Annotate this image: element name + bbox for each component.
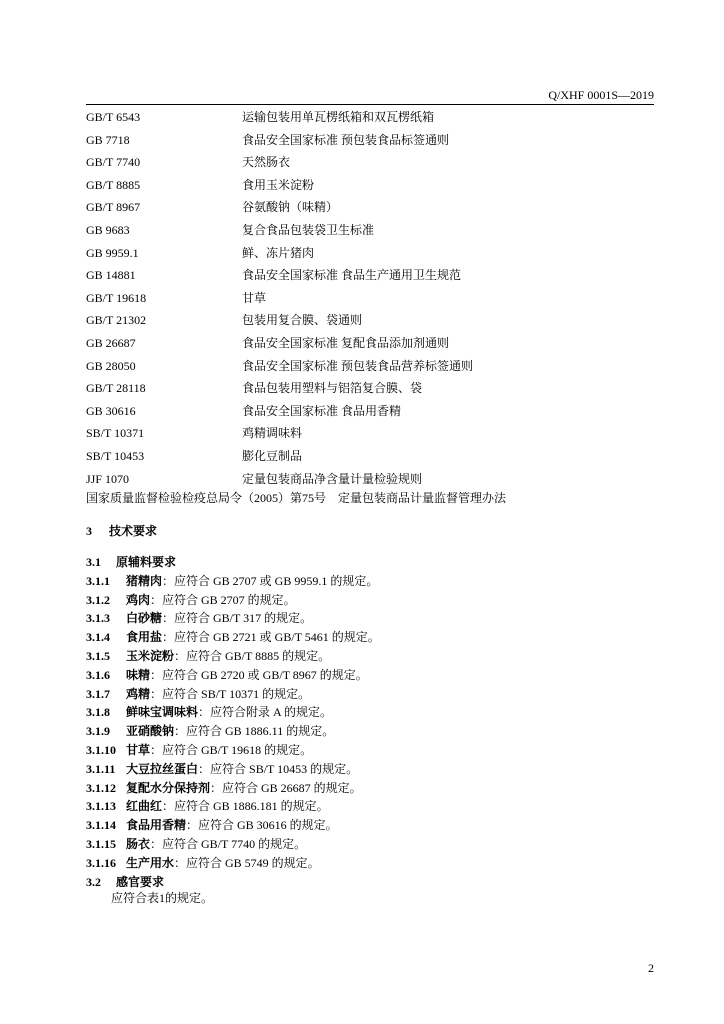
reference-code: GB 26687: [86, 335, 136, 350]
reference-code: GB/T 6543: [86, 110, 141, 124]
requirement-item: [86, 685, 646, 704]
document-header-code: Q/XHF 0001S—2019: [548, 88, 654, 102]
requirement-name: 猪精肉: [126, 573, 163, 588]
requirement-number: 3.1.7: [86, 686, 110, 701]
reference-code: GB 14881: [86, 268, 136, 283]
reference-title: 天然肠衣: [242, 155, 291, 170]
reference-code: GB/T 7740: [86, 155, 141, 170]
reference-title: 食品安全国家标准 食品用香精: [242, 403, 402, 418]
requirement-text: ：应符合 GB/T 8885 的规定。: [174, 648, 331, 663]
requirement-text: ：应符合 GB 2720 或 GB/T 8967 的规定。: [150, 667, 368, 682]
requirement-number: 3.1.16: [86, 855, 116, 870]
reference-row: [86, 403, 654, 426]
reference-code: GB 9683: [86, 222, 130, 237]
sensory-note: 应符合表1的规定。: [111, 891, 214, 905]
reference-title: 运输包装用单瓦楞纸箱和双瓦楞纸箱: [242, 110, 435, 124]
requirement-item: [86, 647, 646, 666]
reference-row: [86, 358, 654, 381]
reference-code: GB 9959.1: [86, 245, 139, 260]
reference-code: SB/T 10453: [86, 448, 145, 463]
requirement-name: 感官要求: [116, 874, 165, 889]
reference-row: [86, 132, 654, 155]
reference-code: GB 30616: [86, 403, 136, 418]
reference-row: [86, 380, 654, 403]
requirement-name: 鸡精: [126, 686, 151, 701]
requirement-item: [86, 666, 646, 685]
requirement-name: 甘草: [126, 742, 151, 757]
requirement-number: 3.1: [86, 555, 101, 569]
reference-code: JJF 1070: [86, 471, 130, 486]
requirement-text: ：应符合 GB/T 317 的规定。: [162, 611, 313, 626]
reference-title: 定量包装商品净含量计量检验规则: [242, 471, 423, 486]
requirement-number: 3.1.15: [86, 836, 116, 851]
reference-title: 食品安全国家标准 预包装食品营养标签通则: [242, 358, 474, 373]
header-rule: [86, 104, 654, 105]
section-title: 技术要求: [109, 524, 158, 538]
requirement-item: [86, 628, 646, 647]
requirement-item: [86, 760, 646, 779]
reference-title: 鲜、冻片猪肉: [242, 245, 315, 260]
requirement-name: 复配水分保持剂: [126, 780, 211, 795]
requirement-name: 肠衣: [126, 836, 151, 851]
reference-row: [86, 335, 654, 358]
requirement-number: 3.1.2: [86, 592, 110, 607]
reference-title: 食品安全国家标准 食品生产通用卫生规范: [242, 268, 462, 283]
reference-title: 食品包装用塑料与铝箔复合膜、袋: [242, 381, 423, 396]
requirement-name: 白砂糖: [126, 611, 163, 626]
requirement-number: 3.1.3: [86, 611, 110, 626]
reference-code: GB/T 28118: [86, 381, 146, 396]
requirement-number: 3.1.14: [86, 818, 116, 833]
requirement-number: 3.1.12: [86, 780, 116, 795]
reference-row: [86, 312, 654, 335]
reference-title: 甘草: [242, 290, 267, 305]
requirement-item: [86, 591, 646, 610]
requirement-number: 3.1.5: [86, 648, 110, 663]
requirement-text: ：应符合 GB/T 7740 的规定。: [150, 836, 307, 851]
reference-code: GB/T 21302: [86, 313, 147, 328]
requirement-text: ：应符合 GB 2721 或 GB/T 5461 的规定。: [162, 630, 380, 645]
requirement-name: 食品用香精: [126, 818, 187, 833]
reference-title: 食用玉米淀粉: [242, 177, 315, 192]
reference-code: GB/T 8967: [86, 200, 141, 215]
requirement-text: ：应符合 GB 2707 的规定。: [150, 592, 296, 607]
requirement-text: ：应符合 SB/T 10371 的规定。: [150, 686, 311, 701]
requirement-item: [86, 703, 646, 722]
requirement-item: [86, 835, 646, 854]
reference-code: GB/T 8885: [86, 177, 141, 192]
requirement-text: ：应符合 GB 1886.181 的规定。: [162, 799, 329, 814]
requirement-name: 鸡肉: [126, 592, 151, 607]
reference-row: [86, 245, 654, 268]
reference-row: [86, 222, 654, 245]
extra-reference: 国家质量监督检验检疫总局令（2005）第75号 定量包装商品计量监督管理办法: [86, 491, 507, 505]
requirement-number: 3.1.13: [86, 799, 116, 814]
reference-code: GB 28050: [86, 358, 136, 373]
requirement-text: ：应符合附录 A 的规定。: [198, 705, 333, 720]
page-number: 2: [648, 961, 654, 975]
requirement-text: ：应符合 GB 30616 的规定。: [186, 818, 338, 833]
reference-row: [86, 199, 654, 222]
requirement-number: 3.1.8: [86, 705, 110, 720]
reference-row: [86, 154, 654, 177]
reference-title: 食品安全国家标准 预包装食品标签通则: [242, 132, 450, 147]
requirement-item: [86, 873, 646, 892]
reference-title: 鸡精调味料: [242, 426, 303, 441]
requirement-number: 3.1.9: [86, 724, 110, 739]
requirement-text: ：应符合 GB 1886.11 的规定。: [174, 724, 335, 739]
requirement-name: 食用盐: [126, 630, 163, 645]
reference-code: SB/T 10371: [86, 426, 145, 441]
requirement-number: 3.1.11: [86, 761, 116, 776]
reference-row: [86, 425, 654, 448]
reference-row: [86, 448, 654, 471]
reference-title: 复合食品包装袋卫生标准: [242, 222, 375, 237]
reference-row: [86, 471, 654, 494]
normative-reference-list: [86, 109, 654, 493]
requirement-item: [86, 741, 646, 760]
requirement-name: 鲜味宝调味料: [126, 705, 199, 720]
requirement-name: 玉米淀粉: [126, 648, 175, 663]
requirement-item: [86, 816, 646, 835]
requirement-item: [86, 609, 646, 628]
requirement-number: 3.2: [86, 874, 101, 889]
requirement-number: 3.1.10: [86, 742, 116, 757]
reference-row: [86, 290, 654, 313]
reference-row: [86, 109, 654, 132]
reference-title: 膨化豆制品: [242, 448, 303, 463]
requirement-item: [86, 722, 646, 741]
requirement-text: ：应符合 GB/T 19618 的规定。: [150, 742, 313, 757]
requirement-item: [86, 553, 646, 572]
requirement-name: 亚硝酸钠: [126, 724, 175, 739]
reference-row: [86, 267, 654, 290]
reference-row: [86, 177, 654, 200]
requirement-text: ：应符合 GB 26687 的规定。: [210, 780, 362, 795]
requirement-item: [86, 572, 646, 591]
requirement-name: 味精: [126, 667, 151, 682]
reference-title: 食品安全国家标准 复配食品添加剂通则: [242, 335, 450, 350]
requirement-text: ：应符合 GB 5749 的规定。: [174, 855, 320, 870]
requirement-item: [86, 854, 646, 873]
reference-code: GB/T 19618: [86, 290, 147, 305]
requirements-list: [86, 553, 646, 891]
requirement-number: 3.1.6: [86, 667, 110, 682]
requirement-text: ：应符合 GB 2707 或 GB 9959.1 的规定。: [162, 573, 379, 588]
section-number: 3: [86, 524, 92, 538]
requirement-item: [86, 797, 646, 816]
reference-title: 包装用复合膜、袋通则: [242, 313, 363, 328]
requirement-name: 生产用水: [126, 855, 175, 870]
requirement-name: 红曲红: [126, 799, 163, 814]
requirement-item: [86, 779, 646, 798]
requirement-number: 3.1.4: [86, 630, 110, 645]
reference-title: 谷氨酸钠（味精）: [242, 200, 339, 215]
requirement-text: ：应符合 SB/T 10453 的规定。: [198, 761, 359, 776]
requirement-name: 大豆拉丝蛋白: [126, 761, 199, 776]
requirement-number: 3.1.1: [86, 573, 110, 588]
requirement-name: 原辅料要求: [116, 555, 177, 569]
section-heading: [86, 524, 157, 538]
reference-code: GB 7718: [86, 132, 130, 147]
